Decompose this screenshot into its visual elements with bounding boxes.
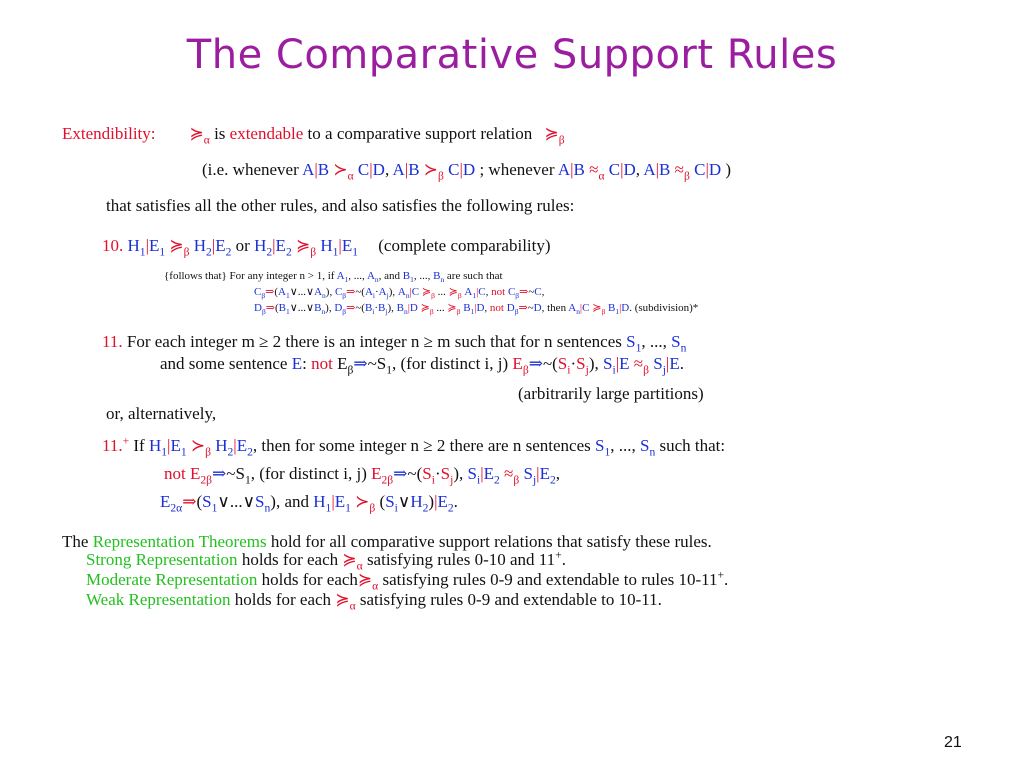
slide-title: The Comparative Support Rules (186, 32, 838, 78)
rule-11-plus-line-1: 11.+ If $H_1|E_1$ $≻_\beta$ $H_2|E_2$, then for some integer n ≥ 2 there are n sentences $S_1$, ..., $S_n$ such that: (102, 434, 726, 459)
extendibility-line: Extendibility: $≽_\alpha$ is extendable to a comparative support relation $≽_\beta$ (62, 124, 565, 147)
rule-10: 10. $H_1|E_1$ $≽_\beta$ $H_2|E_2$ or $H_2|E_2$ $≽_\beta$ $H_1|E_1$ (complete comparability) (102, 236, 551, 259)
page-number: 21 (944, 734, 962, 751)
extendibility-ie-line: (i.e. whenever A|B $≻_\alpha$ C|D, A|B $≻_\beta$ C|D ; whenever $A|B \approx_\alpha$ C|D, $A|B \approx_\beta$ C|D ) (202, 160, 732, 183)
rule-11-line-1: 11. For each integer m ≥ 2 there is an integer n ≥ m such that for n sentences $S_1$, ..., $S_n$ (102, 332, 687, 355)
extendibility-label: Extendibility: (62, 124, 156, 143)
rule-10-follows-line-1: {follows that} For any integer n > 1, if $A_1$, ..., $A_n$, and $B_1$, ..., $B_n$ are such that (164, 270, 503, 285)
rule-11-arbitrarily: (arbitrarily large partitions) (518, 384, 704, 403)
weak-representation-line: Weak Representation holds for each $≽_\alpha$ satisfying rules 0-9 and extendable to 10-11. (86, 590, 662, 613)
rule-11-or-alternatively: or, alternatively, (106, 404, 217, 423)
rule-11-plus-line-3: $E_{2\alpha}\Rightarrow(S_1\vee...\vee S_n)$, and $H_1|E_1$ $≻_\beta$ $(S_i\vee H_2)|E_2$. (160, 492, 458, 515)
representation-line-1: The Representation Theorems hold for all comparative support relations that satisfy these rules. (62, 532, 712, 551)
strong-representation-line: Strong Representation holds for each $≽_\alpha$ satisfying rules 0-10 and 11+. (86, 548, 566, 573)
satisfies-line: that satisfies all the other rules, and also satisfies the following rules: (106, 196, 575, 215)
rule-10-follows-line-2: $C_\beta\Rightarrow(A_1\vee...\vee A_n)$, $C_\beta\Rightarrow\sim(A_i\cdot A_j)$, $A_n|C$ $≽_\beta$ ... $≽_\beta$ $A_1|C$, not $C_\beta\Rightarrow\sim C$, (254, 286, 545, 301)
moderate-representation-line: Moderate Representation holds for $each≽_\alpha$ satisfying rules 0-9 and extendable to rules 10-11+. (86, 568, 729, 593)
rule-11-line-2: and some sentence E: not $E_\beta\Rightarrow\sim S_1$, (for distinct i, j) $E_\beta\Rightarrow\sim(S_i\cdot S_j)$, $S_i|E \approx_\beta$ $S_j|E$. (160, 354, 684, 377)
rule-11-plus-line-2: not $E_{2\beta}\Rightarrow\sim S_1$, (for distinct i, j) $E_{2\beta}\Rightarrow\sim(S_i\cdot S_j)$, $S_i|E_2 \approx_\beta$ $S_j|E_2$, (164, 464, 560, 487)
rule-10-follows-line-3: $D_\beta\Rightarrow(B_1\vee...\vee B_n)$, $D_\beta\Rightarrow\sim(B_i\cdot B_j)$, $B_n|D$ $≽_\beta$ ... $≽_\beta$ $B_1|D$, not $D_\beta\Rightarrow\sim D$, then $A_n|C$ $≽_\beta$ $B_1|D$. (subdivision)* (254, 302, 699, 317)
